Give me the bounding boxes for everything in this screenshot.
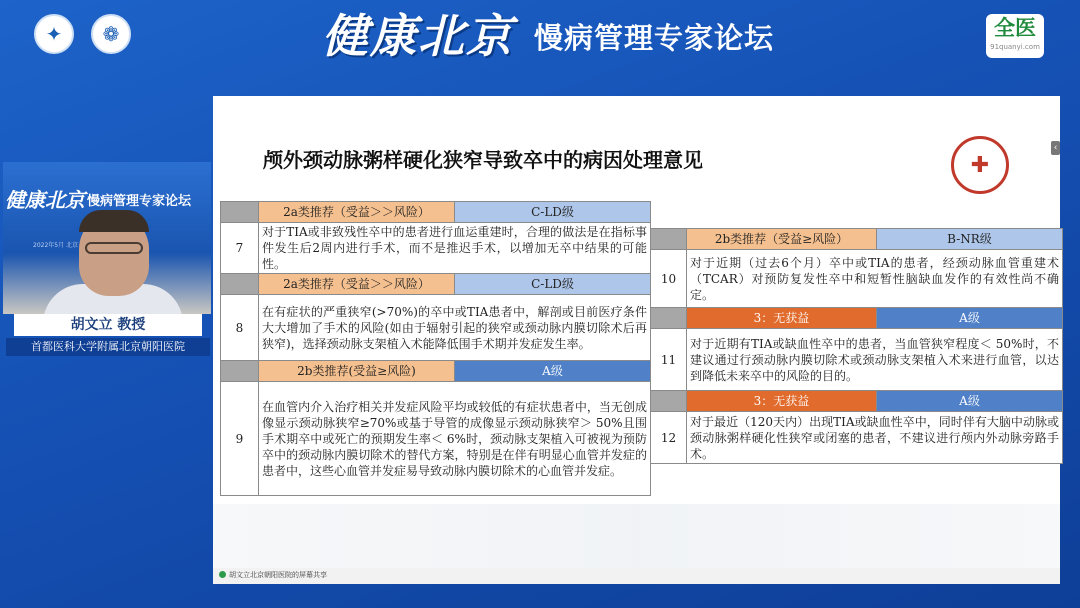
hospital-logo-icon: ✚: [951, 136, 1009, 194]
recommendation-text: 对于最近（120天内）出现TIA或缺血性卒中，同时伴有大脑中动脉或颈动脉粥样硬化性狭窄或闭塞的患者，不建议进行颅内外动脉旁路手术。: [687, 412, 1063, 464]
screen-share-text: 胡文立北京朝阳医院的屏幕共享: [229, 571, 327, 579]
speaker-hair: [79, 210, 149, 232]
table-header-row: [651, 308, 1063, 329]
brand-title: 健康北京: [322, 9, 514, 63]
row-number: 10: [651, 250, 687, 308]
row-header-spacer: [651, 229, 687, 250]
recommendation-class: 2a类推荐（受益＞＞风险）: [259, 274, 455, 295]
row-header-spacer: [221, 202, 259, 223]
table-row: [651, 329, 1063, 391]
row-number: 7: [221, 223, 259, 274]
partner-logo-url: 91quanyi.com: [990, 43, 1040, 51]
evidence-level: A级: [877, 308, 1063, 329]
table-row: [221, 295, 651, 361]
video-caption: 2022年5月 北京: [33, 242, 78, 249]
evidence-level: C-LD级: [455, 274, 651, 295]
speaker-glasses: [85, 242, 143, 254]
screen-share-label: [219, 570, 327, 580]
speaker-affiliation: 首都医科大学附属北京朝阳医院: [6, 338, 210, 356]
table-header-row: [221, 361, 651, 382]
evidence-level: A级: [455, 361, 651, 382]
row-header-spacer: [651, 308, 687, 329]
table-row: [651, 250, 1063, 308]
video-brand: 健康北京: [5, 188, 85, 212]
table-header-row: [651, 391, 1063, 412]
association-logo-icon: ❁: [91, 14, 131, 54]
table-header-row: [651, 229, 1063, 250]
row-header-spacer: [221, 274, 259, 295]
partner-logo-text: 全医: [994, 16, 1036, 40]
video-forum-title: 慢病管理专家论坛: [87, 194, 192, 209]
table-row: [221, 382, 651, 496]
row-number: 9: [221, 382, 259, 496]
row-header-spacer: [651, 391, 687, 412]
recommendation-text: 在有症状的严重狭窄(>70%)的卒中或TIA患者中，解剖或目前医疗条件大大增加了手术的风险(如由于辐射引起的狭窄或颈动脉内膜切除术后再狭窄)，选择颈动脉支架植入术能降低围手术期并发症发生率。: [259, 295, 651, 361]
row-number: 12: [651, 412, 687, 464]
share-status-icon: [219, 571, 226, 578]
slide-collapse-icon[interactable]: ‹: [1051, 141, 1060, 155]
table-header-row: [221, 274, 651, 295]
slide-title: 颅外颈动脉粥样硬化狭窄导致卒中的病因处理意见: [263, 148, 703, 172]
screen-share-bar: [213, 568, 1060, 584]
recommendation-class: 2a类推荐（受益＞＞风险）: [259, 202, 455, 223]
recommendation-text: 对于TIA或非致残性卒中的患者进行血运重建时，合理的做法是在指标事件发生后2周内进行手术，而不是推迟手术，以增加无卒中结果的可能性。: [259, 223, 651, 274]
row-number: 11: [651, 329, 687, 391]
row-number: 8: [221, 295, 259, 361]
evidence-level: A级: [877, 391, 1063, 412]
shared-slide: [213, 96, 1060, 568]
speaker-video: [3, 162, 211, 314]
left-recommendation-table: [220, 201, 651, 496]
recommendation-class: 2b类推荐(受益≥风险): [259, 361, 455, 382]
recommendation-text: 对于近期有TIA或缺血性卒中的患者，当血管狭窄程度＜ 50%时，不建议通过行颈动脉内膜切除术或颈动脉支架植入术来进行血管，以达到降低未来卒中的风险的目的。: [687, 329, 1063, 391]
emblem-logo-icon: ✦: [34, 14, 74, 54]
recommendation-text: 在血管内介入治疗相关并发症风险平均或较低的有症状患者中，当无创成像显示颈动脉狭窄≥70%或基于导管的成像显示颈动脉狭窄＞ 50%且围手术期卒中或死亡的预期发生率＜ 6%时，颈动脉支架植入可被视为预防卒中的颈动脉内膜切除术的替代方案，特别是在伴有明显心血管并发症的患者中，这些心血管并发症易导致动脉内膜切除术的心血管并发症。: [259, 382, 651, 496]
evidence-level: C-LD级: [455, 202, 651, 223]
table-row: [651, 412, 1063, 464]
recommendation-class: 3：无获益: [687, 391, 877, 412]
partner-logo: [986, 14, 1044, 58]
evidence-level: B-NR级: [877, 229, 1063, 250]
recommendation-class: 3：无获益: [687, 308, 877, 329]
recommendation-class: 2b类推荐（受益≥风险）: [687, 229, 877, 250]
recommendation-text: 对于近期（过去6个月）卒中或TIA的患者，经颈动脉血管重建术（TCAR）对预防复发性卒中和短暂性脑缺血发作的有效性尚不确定。: [687, 250, 1063, 308]
table-header-row: [221, 202, 651, 223]
forum-title: 慢病管理专家论坛: [534, 21, 775, 55]
row-header-spacer: [221, 361, 259, 382]
right-recommendation-table: [650, 228, 1063, 464]
slide-watermark: [213, 504, 1060, 568]
speaker-name: 胡文立 教授: [14, 314, 202, 336]
table-row: [221, 223, 651, 274]
